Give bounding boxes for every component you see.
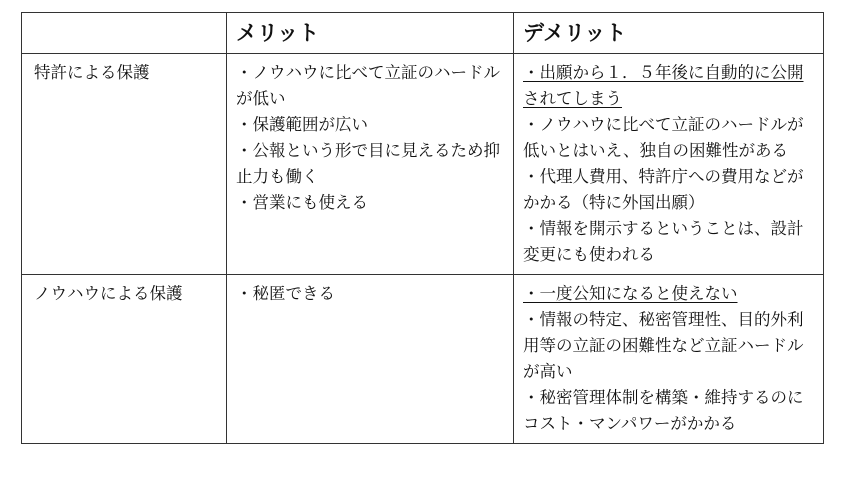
table-row bbox=[22, 275, 824, 444]
row-label-knowhow: ノウハウによる保護 bbox=[22, 275, 227, 444]
header-row bbox=[22, 13, 824, 54]
header-demerit: デメリット bbox=[514, 13, 824, 54]
header-blank-cell bbox=[22, 13, 227, 54]
merits-cell bbox=[227, 275, 514, 444]
merits-cell bbox=[227, 54, 514, 275]
comparison-table bbox=[21, 12, 824, 444]
list-item: ・秘密管理体制を構築・維持するのにコスト・マンパワーがかかる bbox=[523, 388, 804, 433]
list-item: ・営業にも使える bbox=[236, 193, 368, 212]
list-item: ・秘匿できる bbox=[236, 284, 335, 303]
list-item: ・出願から１．５年後に自動的に公開されてしまう bbox=[523, 63, 804, 108]
list-item: ・情報の特定、秘密管理性、目的外利用等の立証の困難性など立証ハードルが高い bbox=[523, 310, 804, 381]
header-merit: メリット bbox=[227, 13, 514, 54]
list-item: ・保護範囲が広い bbox=[236, 115, 368, 134]
list-item: ・ノウハウに比べて立証のハードルが低い bbox=[236, 63, 500, 108]
list-item: ・一度公知になると使えない bbox=[523, 284, 738, 303]
list-item: ・公報という形で目に見えるため抑止力も働く bbox=[236, 141, 500, 186]
row-label-patent: 特許による保護 bbox=[22, 54, 227, 275]
list-item: ・ノウハウに比べて立証のハードルが低いとはいえ、独自の困難性がある bbox=[523, 115, 804, 160]
demerits-cell bbox=[514, 275, 824, 444]
demerits-cell bbox=[514, 54, 824, 275]
table-row bbox=[22, 54, 824, 275]
list-item: ・情報を開示するということは、設計変更にも使われる bbox=[523, 219, 804, 264]
list-item: ・代理人費用、特許庁への費用などがかかる（特に外国出願） bbox=[523, 167, 804, 212]
